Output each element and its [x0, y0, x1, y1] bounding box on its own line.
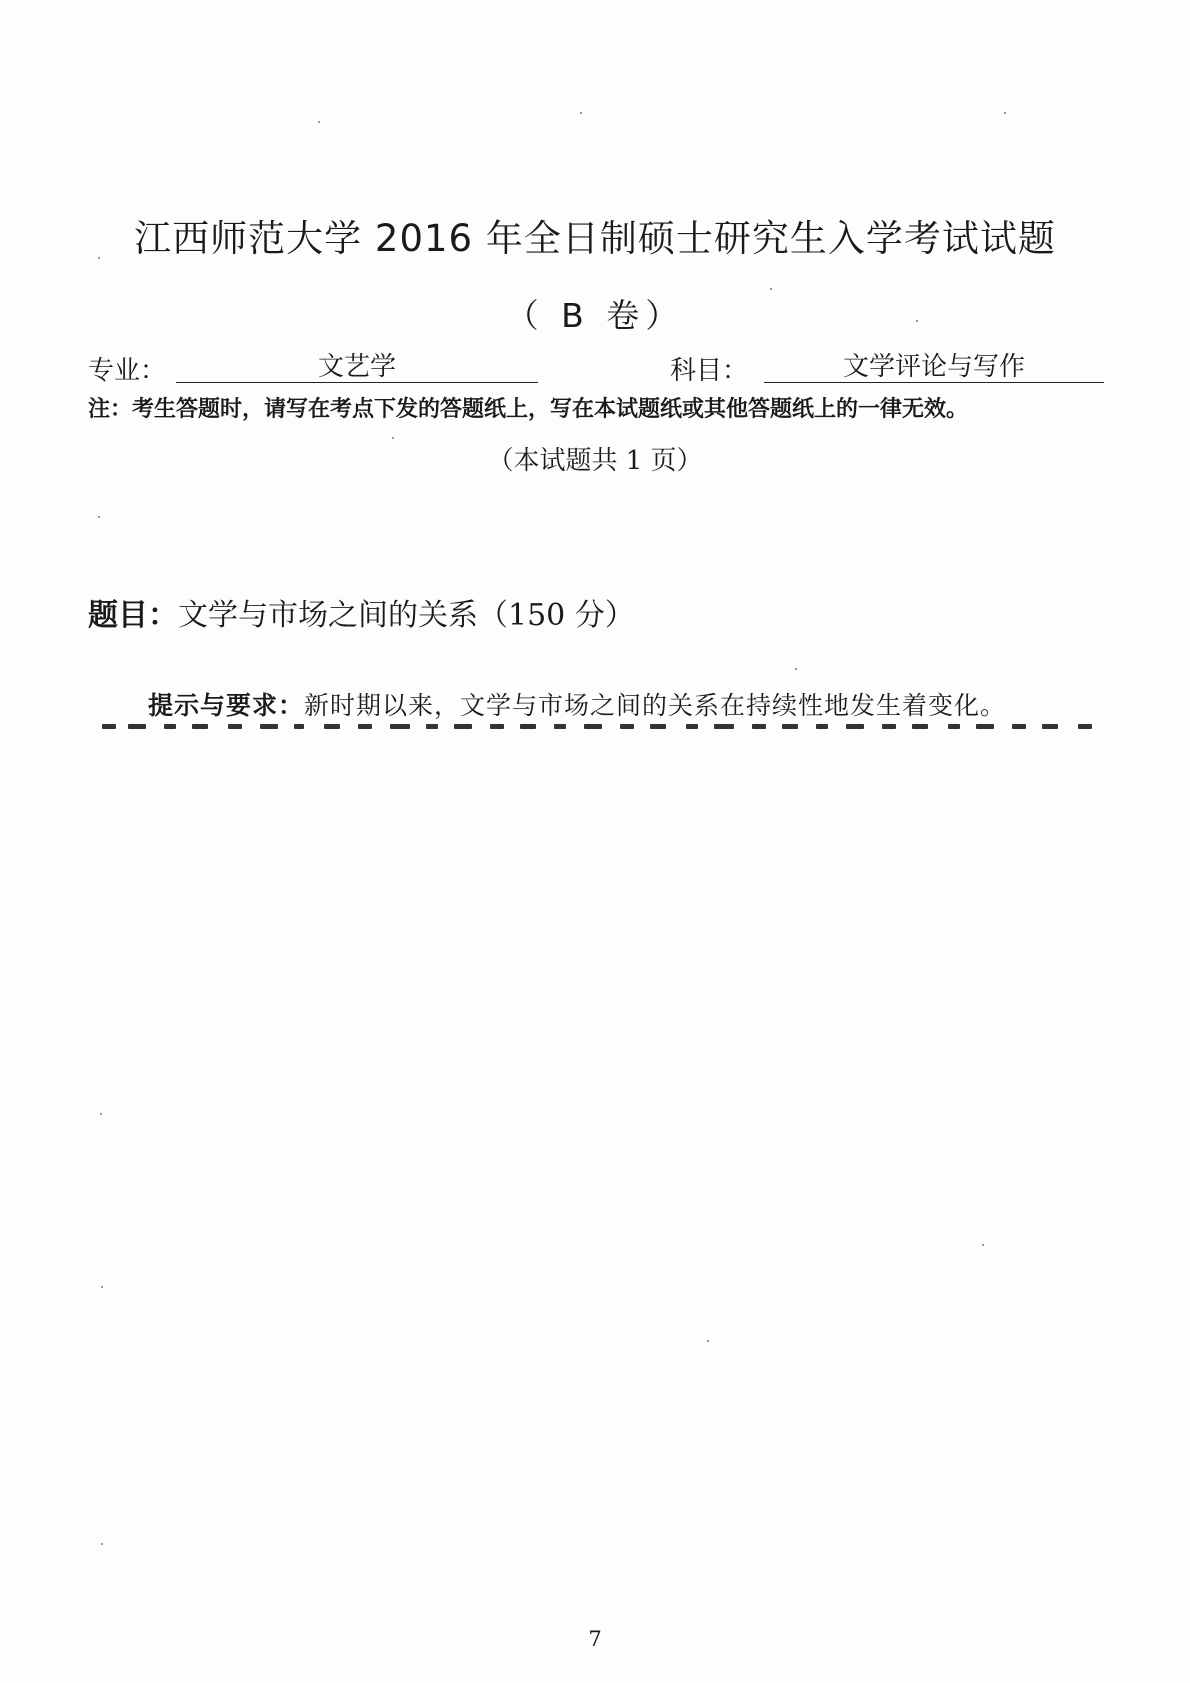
scan-speck	[795, 668, 797, 670]
scan-speck	[580, 112, 582, 114]
subject-label: 科目：	[670, 356, 749, 386]
question	[88, 590, 635, 634]
scan-speck	[982, 1244, 984, 1246]
exam-fields	[88, 346, 1108, 388]
subject-value: 文学评论与写作	[764, 346, 1104, 383]
scan-speck	[100, 1113, 102, 1115]
scan-speck	[707, 1340, 709, 1342]
hint-paragraph	[148, 686, 1006, 722]
scan-speck	[98, 516, 100, 518]
volume-label: （ B 卷）	[505, 296, 685, 335]
scan-speck	[1004, 112, 1006, 114]
major-value: 文艺学	[176, 346, 538, 383]
scan-speck	[392, 437, 394, 439]
hint-label: 提示与要求：	[148, 691, 305, 720]
exam-title: 江西师范大学 2016 年全日制硕士研究生入学考试试题	[134, 217, 1056, 260]
scan-speck	[101, 1286, 103, 1288]
hint-text: 新时期以来，文学与市场之间的关系在持续性地发生着变化。	[304, 691, 1007, 720]
scan-speck	[318, 121, 320, 123]
truncated-text-line	[88, 724, 1108, 730]
page-count: （本试题共 1 页）	[487, 446, 703, 476]
question-text: 文学与市场之间的关系（150 分）	[178, 598, 635, 633]
major-label: 专业：	[88, 356, 167, 386]
scan-speck	[101, 1543, 103, 1545]
question-label: 题目：	[88, 598, 178, 633]
exam-notice: 注：考生答题时，请写在考点下发的答题纸上，写在本试题纸或其他答题纸上的一律无效。	[88, 397, 969, 422]
page-number: 7	[588, 1627, 602, 1651]
